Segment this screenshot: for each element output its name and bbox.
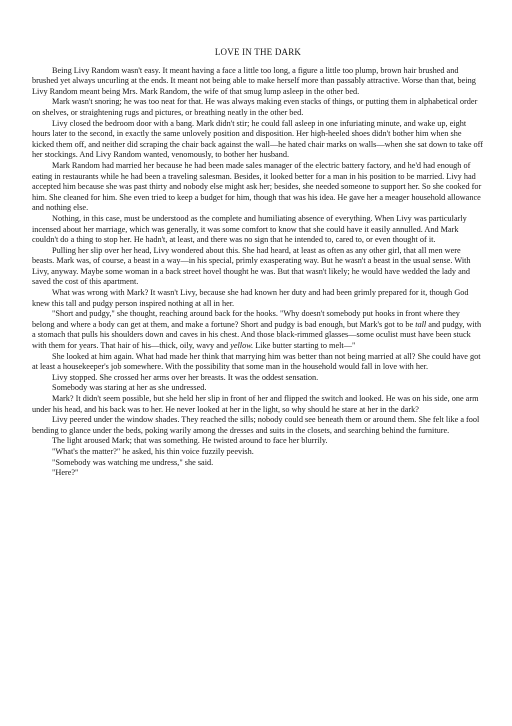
story-paragraph: [32, 436, 484, 447]
paragraph-text: "What's the matter?" he asked, his thin voice fuzzily peevish.: [52, 446, 254, 456]
story-paragraph: [32, 309, 484, 351]
emphasized-text: yellow.: [230, 341, 254, 351]
story-paragraph: [32, 246, 484, 288]
story-paragraph: [32, 288, 484, 309]
emphasized-text: tall: [415, 319, 427, 329]
story-body: [32, 66, 484, 479]
story-paragraph: [32, 97, 484, 118]
story-paragraph: [32, 394, 484, 415]
story-paragraph: [32, 161, 484, 214]
paragraph-text: Livy stopped. She crossed her arms over her breasts. It was the oddest sensation.: [52, 372, 319, 382]
paragraph-text: Nothing, in this case, must be understood as the complete and humiliating absence of everything. When Livy was particularly incensed about her marriage, which was generally, it was some comfort to know that she could have it easily annulled. And Mark couldn't do a thing to stop her. He hadn't, at least, and there was no sign that he intended to, cared to, or even thought of it.: [32, 213, 467, 245]
paragraph-text: Like butter starting to melt—": [253, 341, 356, 351]
story-paragraph: [32, 119, 484, 161]
paragraph-text: The light aroused Mark; that was something. He twisted around to face her blurrily.: [52, 436, 328, 446]
paragraph-text: She looked at him again. What had made her think that marrying him was better than not being married at all? She could have got at least a housekeeper's job somewhere. With the possibility that some man in the household would fall in love with her.: [32, 351, 481, 372]
paragraph-text: Somebody was staring at her as she undressed.: [52, 383, 207, 393]
paragraph-text: "Short and pudgy," she thought, reaching around back for the hooks. "Why doesn't somebody put hooks in front where they belong and where a body can get at them, and make a fortune? Short and pudgy is bad enough, but Mark's got to be: [32, 309, 460, 329]
paragraph-text: Livy closed the bedroom door with a bang. Mark didn't stir; he could fall asleep in one infuriating minute, and wake up, eight hours later to the second, in exactly the same unlovely position and disposition. Her high-heeled shoes didn't bother him when she kicked them off, and neither did scraping the chair back against the wall—he hated chair marks on walls—when she sat down to take off her stockings. And Livy Random wanted, venomously, to bother her husband.: [32, 118, 484, 160]
story-text: [32, 47, 484, 479]
paragraph-text: What was wrong with Mark? It wasn't Livy, because she had known her duty and had been grimly prepared for it, though God knew this tall and pudgy person inspired nothing at all in her.: [32, 288, 469, 308]
story-paragraph: [32, 66, 484, 98]
paragraph-text: Mark Random had married her because he had been made sales manager of the electric battery factory, and he'd had enough of eating in restaurants while he had been a traveling salesman. Besides, it looked better for a man in his position to be married. Livy had accepted him because she was past thirty and nobody else might ask her; besides, she needed someone to support her. So she cooked for him. She cleaned for him. She even tried to keep a budget for him, though that was his idea. He gave her a meager household allowance and nothing else.: [32, 160, 482, 213]
paragraph-text: Being Livy Random wasn't easy. It meant having a face a little too long, a figure a little too plump, brown hair brushed and brushed yet always uncurling at the ends. It meant not being able to make herself more than passably attractive. Worse than that, being Livy Random meant being Mrs. Mark Random, the wife of that smug lump asleep in the other bed.: [32, 65, 476, 96]
paragraph-text: "Somebody was watching me undress," she said.: [52, 457, 214, 467]
story-paragraph: [32, 415, 484, 436]
story-paragraph: [32, 468, 484, 479]
paragraph-text: Mark? It didn't seem possible, but she held her slip in front of her and flipped the switch and looked. He was on his side, one arm under his head, and his back was to her. He never looked at her in the light, so why should he stare at her in the dark?: [32, 394, 479, 414]
story-title: LOVE IN THE DARK: [214, 47, 302, 57]
story-paragraph: [32, 214, 484, 246]
story-paragraph: [32, 373, 484, 384]
paragraph-text: "Here?": [52, 468, 79, 478]
story-paragraph: [32, 383, 484, 394]
paragraph-text: Pulling her slip over her head, Livy wondered about this. She had heard, at least as often as any other girl, that all men were beasts. Mark was, of course, a beast in a way—in his special, primly exasperating way. But he wasn't a beast in the usual sense. With Livy, anyway. Maybe some woman in a back street hovel thought he was. But that wasn't likely; he would have wedded the lady and saved the cost of this apartment.: [32, 245, 471, 287]
paragraph-text: Livy peered under the window shades. They reached the sills; nobody could see beneath them or around them. She felt like a fool bending to glance under the beds, poking warily among the dresses and suits in the closets, and searching behind the furniture.: [32, 415, 480, 435]
story-paragraph: [32, 352, 484, 373]
paragraph-text: Mark wasn't snoring; he was too neat for that. He was always making even stacks of things, or putting them in alphabetical order on shelves, or straightening rugs and pictures, or breathing neatly in the other bed.: [32, 97, 478, 117]
story-paragraph: [32, 458, 484, 469]
paragraph-text: and pudgy, with a stomach that pulls his shoulders down and caves in his chest. And those black-rimmed glasses—some oculist must have been stuck with them for years. That hair of his—thick, oily, wavy and: [32, 319, 482, 351]
story-paragraph: [32, 447, 484, 458]
